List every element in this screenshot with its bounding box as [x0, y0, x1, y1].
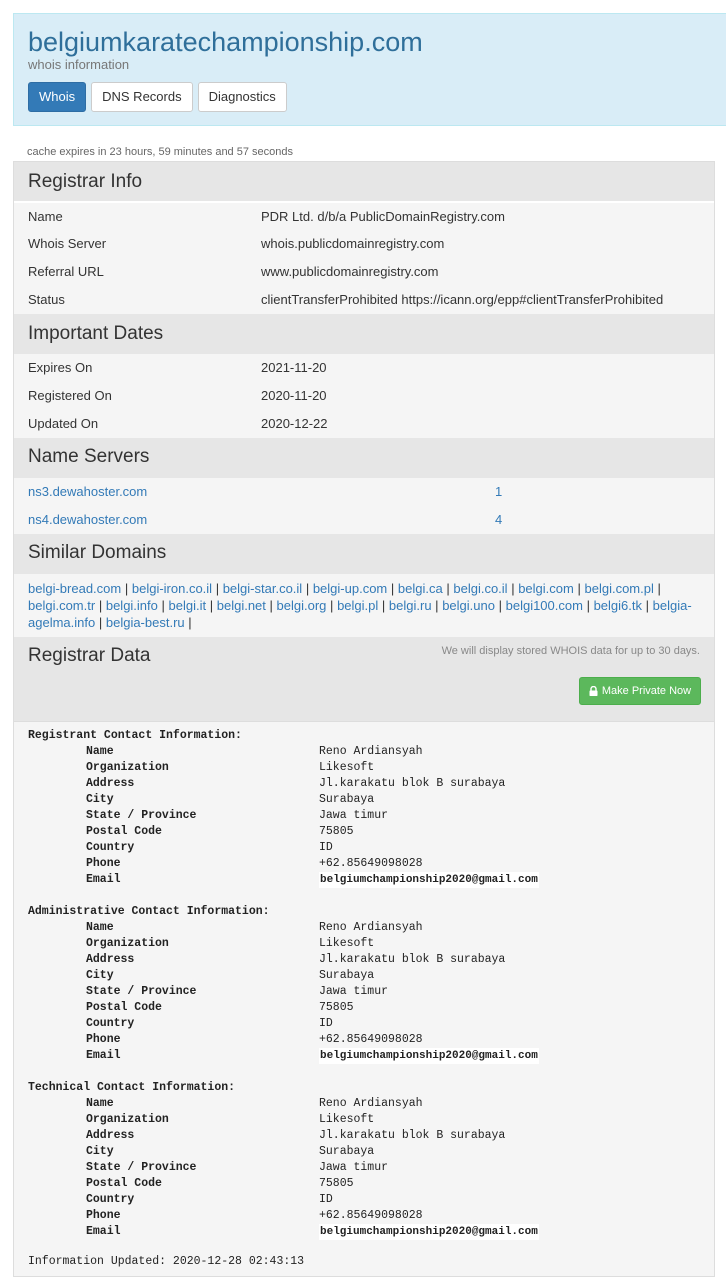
separator: | [645, 598, 650, 613]
similar-domain-link[interactable]: belgi.org [276, 598, 327, 613]
name-server-count[interactable]: 4 [495, 512, 503, 527]
similar-domain-link[interactable]: belgi.ru [388, 598, 432, 613]
section-title-registrar-data: Registrar Data [28, 645, 151, 666]
contact-field-value: Reno Ardiansyah [319, 921, 423, 934]
contact-field-label: City [86, 793, 114, 806]
separator: | [511, 581, 515, 596]
contact-field-label: Organization [86, 937, 169, 950]
contact-field-value: Jl.karakatu blok B surabaya [319, 953, 506, 966]
tab-diagnostics[interactable]: Diagnostics [198, 82, 287, 112]
info-key: Status [28, 292, 65, 307]
similar-domain-link[interactable]: belgi.net [216, 598, 266, 613]
contact-field-label: State / Province [86, 1161, 197, 1174]
date-key: Expires On [28, 360, 93, 375]
contact-field-value: ID [319, 1193, 333, 1206]
separator: | [657, 581, 661, 596]
similar-domain-link[interactable]: belgi.ca [397, 581, 443, 596]
similar-domains-header [14, 534, 714, 574]
date-key: Registered On [28, 388, 112, 403]
contact-field-value: Jawa timur [319, 985, 389, 998]
separator: | [446, 581, 450, 596]
make-private-button[interactable] [579, 677, 701, 705]
contact-email: belgiumchampionship2020@gmail.com [320, 1050, 538, 1062]
information-updated: Information Updated: 2020-12-28 02:43:13 [28, 1255, 305, 1268]
separator: | [330, 598, 334, 613]
similar-domain-link[interactable]: belgi6.tk [593, 598, 642, 613]
similar-domain-link[interactable]: belgi.com [518, 581, 574, 596]
section-title-important-dates: Important Dates [28, 323, 164, 344]
contact-field-label: Postal Code [86, 1001, 162, 1014]
separator: | [269, 598, 273, 613]
date-key: Updated On [28, 416, 99, 431]
info-value: clientTransferProhibited https://icann.org/epp#clientTransferProhibited [261, 292, 664, 307]
similar-domain-link[interactable]: belgi.pl [337, 598, 379, 613]
contact-field-label: State / Province [86, 809, 197, 822]
contact-field-value: Reno Ardiansyah [319, 745, 423, 758]
contact-field-value: ID [319, 841, 333, 854]
contact-field-value: 75805 [319, 825, 354, 838]
similar-domain-link[interactable]: belgi-up.com [312, 581, 388, 596]
tab-dns-records[interactable]: DNS Records [91, 82, 192, 112]
contact-field-label: Email [86, 1049, 121, 1062]
separator: | [188, 615, 192, 630]
separator: | [305, 581, 310, 596]
similar-domain-link[interactable]: belgia-agelma.info [28, 598, 692, 630]
contact-field-label: City [86, 1145, 114, 1158]
contact-heading: Technical Contact Information: [28, 1081, 236, 1094]
contact-field-label: Phone [86, 1209, 121, 1222]
contact-field-value: Surabaya [319, 969, 375, 982]
registrar-data-note: We will display stored WHOIS data for up to 30 days. [441, 645, 700, 657]
name-servers-header [14, 438, 714, 478]
separator: | [215, 581, 220, 596]
separator: | [98, 598, 103, 613]
date-value: 2021-11-20 [261, 360, 327, 375]
similar-domain-link[interactable]: belgi100.com [505, 598, 583, 613]
contact-field-label: Name [86, 1097, 114, 1110]
info-value: PDR Ltd. d/b/a PublicDomainRegistry.com [261, 209, 505, 224]
contact-field-value: Jawa timur [319, 1161, 389, 1174]
separator: | [586, 598, 590, 613]
similar-domain-link[interactable]: belgi.com.pl [584, 581, 654, 596]
contact-heading: Administrative Contact Information: [28, 905, 270, 918]
important-dates-header [14, 314, 714, 354]
separator: | [498, 598, 502, 613]
contact-field-value: Reno Ardiansyah [319, 1097, 423, 1110]
separator: | [577, 581, 581, 596]
similar-domains-list [14, 574, 714, 637]
date-row [14, 354, 714, 382]
contact-field-label: Country [86, 841, 135, 854]
similar-domain-link[interactable]: belgi.uno [442, 598, 495, 613]
similar-domain-link[interactable]: belgia-best.ru [105, 615, 185, 630]
contact-field-label: Country [86, 1017, 135, 1030]
separator: | [98, 615, 103, 630]
date-value: 2020-12-22 [261, 416, 328, 431]
contact-field-label: Name [86, 921, 114, 934]
similar-domain-link[interactable]: belgi-bread.com [28, 581, 122, 596]
contact-field-value: 75805 [319, 1177, 354, 1190]
name-server-link[interactable]: ns3.dewahoster.com [28, 484, 148, 499]
lock-icon [589, 686, 598, 696]
separator: | [161, 598, 165, 613]
section-title-similar-domains: Similar Domains [28, 542, 167, 563]
contact-field-label: Name [86, 745, 114, 758]
separator: | [209, 598, 214, 613]
info-row [14, 230, 714, 258]
contact-field-value: Jl.karakatu blok B surabaya [319, 777, 506, 790]
similar-domain-link[interactable]: belgi.info [105, 598, 158, 613]
info-key: Whois Server [28, 236, 107, 251]
contact-field-value: Likesoft [319, 761, 375, 774]
date-row [14, 410, 714, 438]
site-subtitle: whois information [28, 57, 130, 72]
contact-field-value: Surabaya [319, 1145, 375, 1158]
separator: | [381, 598, 386, 613]
contact-field-value: ID [319, 1017, 333, 1030]
contact-field-label: State / Province [86, 985, 197, 998]
contact-field-label: Address [86, 777, 135, 790]
contact-field-value: Jawa timur [319, 809, 389, 822]
contact-field-label: Organization [86, 761, 169, 774]
contact-field-value: +62.85649098028 [319, 1209, 423, 1222]
contact-field-label: Email [86, 873, 121, 886]
similar-domain-link[interactable]: belgi.com.tr [28, 598, 96, 613]
registrar-info-header [14, 162, 714, 201]
info-row [14, 203, 714, 231]
contact-field-label: Email [86, 1225, 121, 1238]
name-server-count[interactable]: 1 [495, 484, 503, 499]
contact-field-label: Country [86, 1193, 135, 1206]
tab-whois[interactable]: Whois [28, 82, 86, 112]
contact-field-value: Surabaya [319, 793, 375, 806]
make-private-label: Make Private Now [601, 685, 692, 697]
header [13, 13, 726, 126]
contact-field-label: Postal Code [86, 1177, 162, 1190]
section-title-name-servers: Name Servers [28, 446, 150, 467]
info-key: Name [28, 209, 63, 224]
contact-field-value: Likesoft [319, 1113, 375, 1126]
info-row [14, 286, 714, 314]
name-server-row [14, 506, 714, 534]
info-value: www.publicdomainregistry.com [261, 264, 439, 279]
info-key: Referral URL [28, 264, 104, 279]
contact-field-label: Postal Code [86, 825, 162, 838]
separator: | [435, 598, 439, 613]
similar-domain-link[interactable]: belgi.co.il [453, 581, 508, 596]
contact-field-label: Address [86, 1129, 135, 1142]
contact-field-label: Phone [86, 857, 121, 870]
contact-field-value: 75805 [319, 1001, 354, 1014]
contact-field-value: Likesoft [319, 937, 375, 950]
info-value: whois.publicdomainregistry.com [261, 236, 445, 251]
separator: | [124, 581, 129, 596]
contact-email: belgiumchampionship2020@gmail.com [320, 874, 538, 886]
info-row [14, 258, 714, 286]
contact-field-value: +62.85649098028 [319, 857, 423, 870]
contact-field-label: Organization [86, 1113, 169, 1126]
contact-field-value: Jl.karakatu blok B surabaya [319, 1129, 506, 1142]
cache-note: cache expires in 23 hours, 59 minutes and 57 seconds [27, 146, 293, 158]
date-row [14, 382, 714, 410]
contact-field-label: Phone [86, 1033, 121, 1046]
contact-field-label: City [86, 969, 114, 982]
similar-domain-link[interactable]: belgi-star.co.il [222, 581, 303, 596]
contact-field-value: +62.85649098028 [319, 1033, 423, 1046]
similar-domain-link[interactable]: belgi.it [168, 598, 207, 613]
separator: | [390, 581, 395, 596]
similar-domain-link[interactable]: belgi-iron.co.il [131, 581, 213, 596]
tab-bar [28, 82, 292, 112]
section-title-registrar-info: Registrar Info [28, 171, 143, 192]
contact-heading: Registrant Contact Information: [28, 729, 242, 742]
date-value: 2020-11-20 [261, 388, 327, 403]
site-title: belgiumkaratechampionship.com [28, 27, 423, 57]
whois-raw-data [14, 721, 714, 1276]
contact-field-label: Address [86, 953, 135, 966]
name-server-row [14, 478, 714, 506]
name-server-link[interactable]: ns4.dewahoster.com [28, 512, 148, 527]
contact-email: belgiumchampionship2020@gmail.com [320, 1226, 538, 1238]
whois-panel [13, 161, 715, 1277]
